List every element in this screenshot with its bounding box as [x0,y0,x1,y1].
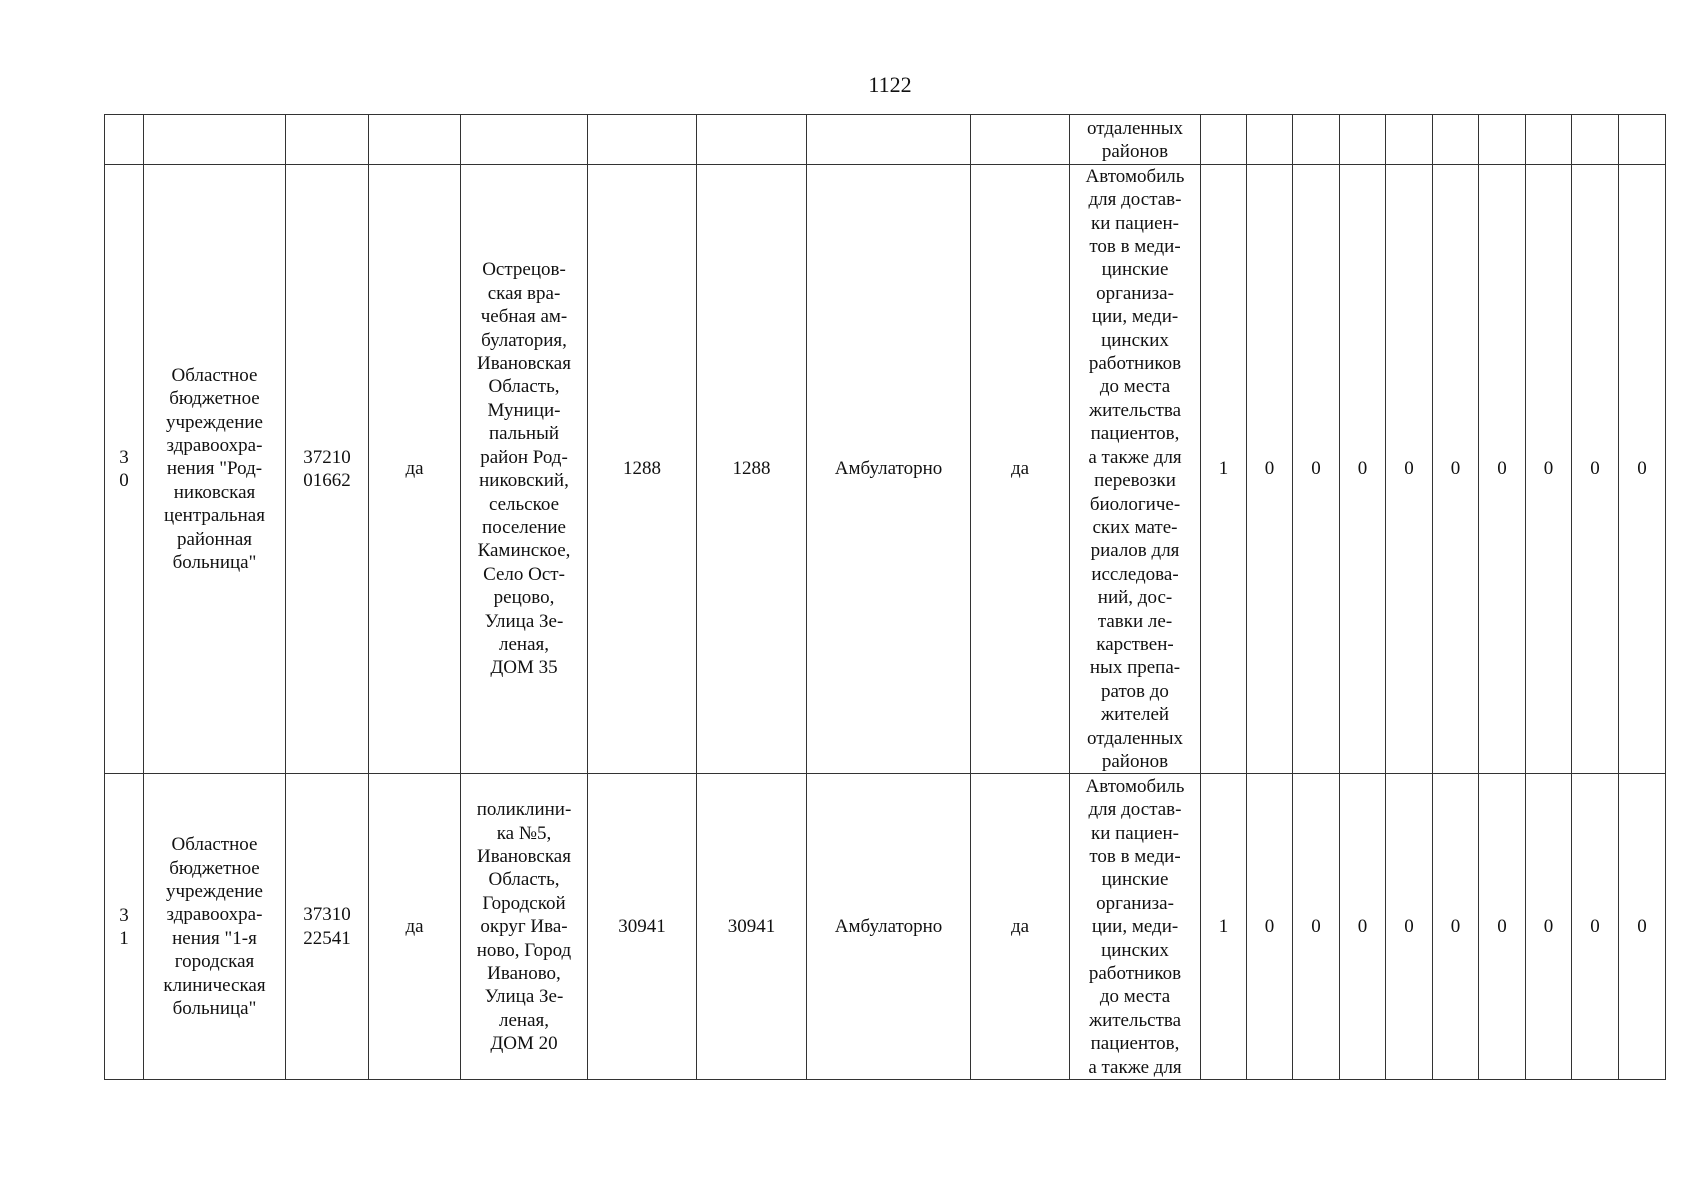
cell-org-name [144,115,286,165]
cell-purpose [1070,115,1201,165]
cell-count [1247,115,1293,165]
cell-purpose [1070,164,1201,774]
cell-flag-1: да [369,774,461,1080]
org-name-text: Областное бюджетное учреждение здравоохра- нения "1-я городская клиническая больница" [163,834,266,1020]
cell-count: 0 [1619,164,1666,774]
cell-count [1293,115,1340,165]
cell-address [461,115,588,165]
cell-count: 0 [1293,774,1340,1080]
cell-org-name [144,774,286,1080]
cell-care-type [807,115,971,165]
cell-value-1: 1288 [588,164,697,774]
cell-value-2: 1288 [697,164,807,774]
cell-count: 0 [1479,164,1526,774]
cell-address [461,164,588,774]
cell-value-2 [697,115,807,165]
address-text: Острецов- ская вра- чебная ам- булатория, Ивановская Область, Муници- пальный район Род- никовский, сельское поселение Каминское, Село Ост- рецово, Улица Зе- леная, ДОМ 35 [477,259,571,679]
cell-value-2: 30941 [697,774,807,1080]
vehicle-allocation-table [104,114,1666,1080]
cell-count: 0 [1340,164,1386,774]
purpose-text: Автомобиль для достав- ки пациен- тов в меди- цинские организа- ции, меди- цинских работников до места жительства пациентов, а также для [1085,775,1185,1078]
cell-num [105,115,144,165]
address-text: поликлини- ка №5, Ивановская Область, Городской округ Ива- ново, Город Иваново, Улица Зе- леная, ДОМ 20 [476,799,572,1055]
cell-count [1619,115,1666,165]
cell-address [461,774,588,1080]
cell-value-1: 30941 [588,774,697,1080]
cell-count: 1 [1201,774,1247,1080]
cell-count: 0 [1526,774,1572,1080]
row-number: 3 1 [119,904,129,949]
purpose-text: отдаленных районов [1086,118,1184,163]
cell-count: 0 [1340,774,1386,1080]
cell-count: 0 [1433,774,1479,1080]
cell-count: 0 [1572,164,1619,774]
page-number: 1122 [868,72,912,97]
cell-count [1386,115,1433,165]
cell-count [1201,115,1247,165]
inn-text: 37310 22541 [303,904,351,949]
cell-flag-1 [369,115,461,165]
cell-care-type: Амбулаторно [807,164,971,774]
cell-count: 0 [1293,164,1340,774]
cell-inn [286,774,369,1080]
cell-count [1572,115,1619,165]
cell-care-type: Амбулаторно [807,774,971,1080]
cell-count: 0 [1479,774,1526,1080]
cell-count: 0 [1247,774,1293,1080]
cell-count [1479,115,1526,165]
cell-org-name [144,164,286,774]
purpose-text: Автомобиль для достав- ки пациен- тов в меди- цинские организа- ции, меди- цинских работников до места жительства пациентов, а также для перевозки биологиче- ских мате- риалов для исследова- ний, дос- тавки ле- карствен- ных препа- ратов до жителей отдаленных районов [1085,165,1185,772]
cell-flag-2 [971,115,1070,165]
cell-flag-2: да [971,774,1070,1080]
table-row [105,774,1666,1080]
cell-num [105,164,144,774]
cell-count: 0 [1386,164,1433,774]
cell-purpose [1070,774,1201,1080]
cell-count [1340,115,1386,165]
cell-count: 0 [1433,164,1479,774]
cell-inn [286,115,369,165]
cell-flag-2: да [971,164,1070,774]
cell-count: 0 [1619,774,1666,1080]
inn-text: 37210 01662 [303,446,351,492]
cell-inn [286,164,369,774]
cell-flag-1: да [369,164,461,774]
table-row-continuation [105,115,1666,165]
cell-count: 0 [1386,774,1433,1080]
org-name-text: Областное бюджетное учреждение здравоохра- нения "Род- никовская центральная районная больница" [164,364,265,574]
cell-count: 1 [1201,164,1247,774]
row-number: 3 0 [119,447,129,492]
cell-count [1526,115,1572,165]
cell-count [1433,115,1479,165]
cell-num [105,774,144,1080]
cell-value-1 [588,115,697,165]
table-row [105,164,1666,774]
cell-count: 0 [1526,164,1572,774]
cell-count: 0 [1572,774,1619,1080]
cell-count: 0 [1247,164,1293,774]
